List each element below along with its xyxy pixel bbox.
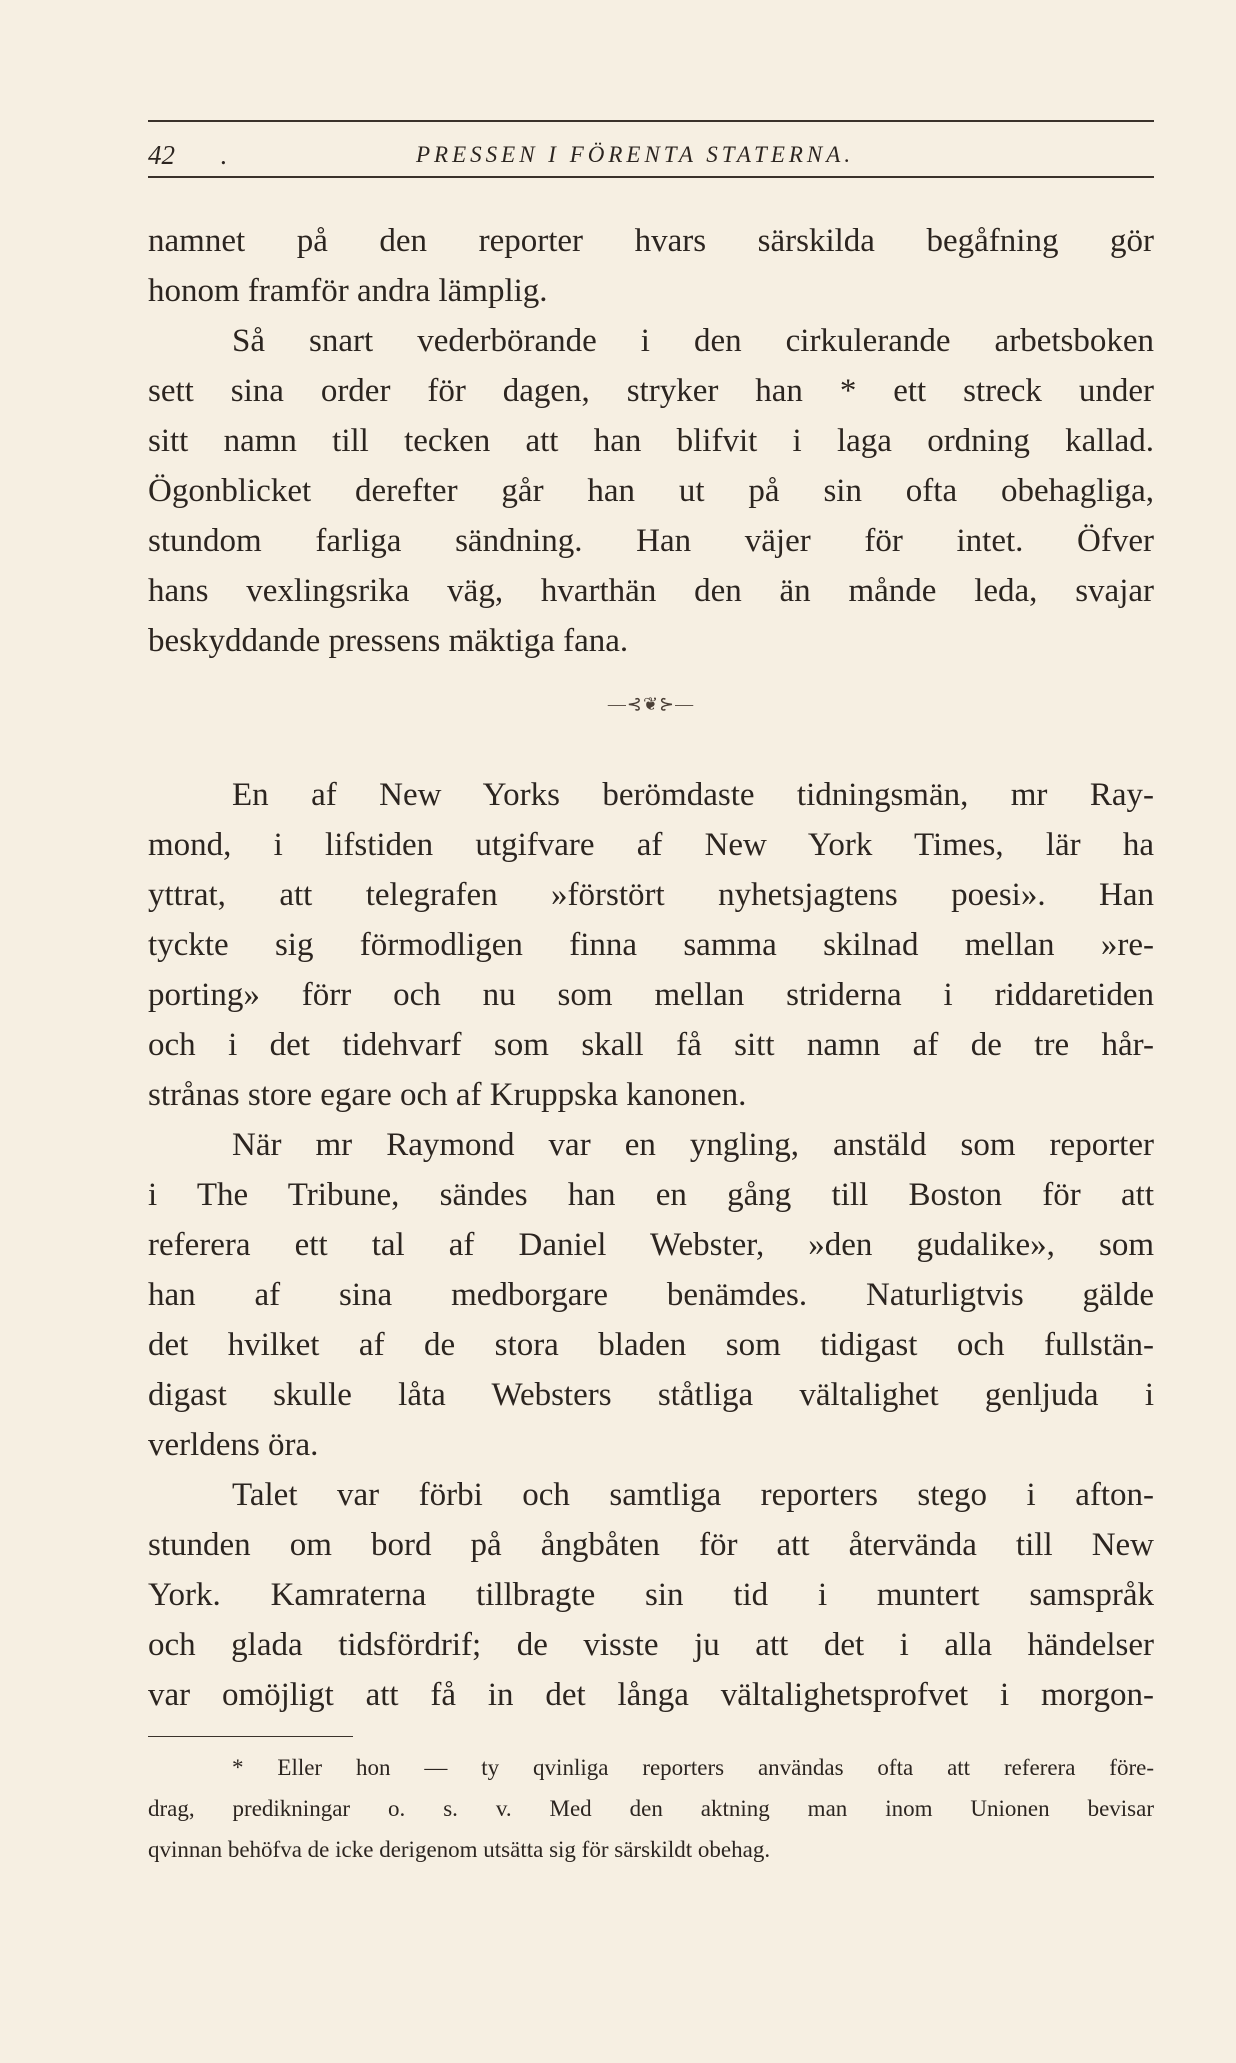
book-page (148, 120, 1154, 1870)
footnote-line: drag, predikningar o. s. v. Med den aktning man inom Unionen bevisar (148, 1796, 1154, 1821)
text-line: sett sina order för dagen, stryker han * ett streck under (148, 373, 1154, 409)
text-line: mond, i lifstiden utgifvare af New York Times, lär ha (148, 827, 1154, 863)
text-line: strånas store egare och af Kruppska kanonen. (148, 1077, 747, 1113)
text-line: verldens öra. (148, 1427, 319, 1463)
text-line: referera ett tal af Daniel Webster, »den gudalike», som (148, 1227, 1154, 1263)
text-line: yttrat, att telegrafen »förstört nyhetsjagtens poesi». Han (148, 877, 1154, 913)
text-line: Talet var förbi och samtliga reporters stego i afton- (232, 1477, 1154, 1513)
text-line: porting» förr och nu som mellan striderna i riddaretiden (148, 977, 1154, 1013)
text-line: Så snart vederbörande i den cirkulerande arbetsboken (232, 323, 1154, 359)
text-line: beskyddande pressens mäktiga fana. (148, 623, 629, 659)
text-line: stundom farliga sändning. Han väjer för intet. Öfver (148, 523, 1154, 559)
section-ornament: —⊰❦⊱— (607, 694, 695, 714)
footnote-line: * Eller hon — ty qvinliga reporters användas ofta att referera före- (232, 1755, 1154, 1780)
text-line: Ögonblicket derefter går han ut på sin ofta obehagliga, (148, 473, 1154, 509)
text-line: var omöjligt att få in det långa vältalighetsprofvet i morgon- (148, 1677, 1154, 1713)
running-header (148, 122, 1154, 176)
text-line: tyckte sig förmodligen finna samma skilnad mellan »re- (148, 927, 1154, 963)
footnote-line: qvinnan behöfva de icke derigenom utsätta sig för särskildt obehag. (148, 1837, 771, 1862)
footnote-rule (148, 1736, 353, 1737)
text-line: han af sina medborgare benämdes. Naturligtvis gälde (148, 1277, 1154, 1313)
text-line: En af New Yorks berömdaste tidningsmän, mr Ray- (232, 777, 1154, 813)
text-line: sitt namn till tecken att han blifvit i laga ordning kallad. (148, 423, 1154, 459)
text-line: hans vexlingsrika väg, hvarthän den än månde leda, svajar (148, 573, 1154, 609)
header-separator: . (220, 140, 227, 170)
text-line: det hvilket af de stora bladen som tidigast och fullstän- (148, 1327, 1154, 1363)
text-line: i The Tribune, sändes han en gång till Boston för att (148, 1177, 1154, 1213)
text-line: och i det tidehvarf som skall få sitt namn af de tre hår- (148, 1027, 1154, 1063)
text-line: honom framför andra lämplig. (148, 273, 548, 309)
text-line: digast skulle låta Websters ståtliga vältalighet genljuda i (148, 1377, 1154, 1413)
footnote (148, 1747, 1154, 1870)
text-line: och glada tidsfördrif; de visste ju att det i alla händelser (148, 1627, 1154, 1663)
text-line: När mr Raymond var en yngling, anstäld som reporter (232, 1127, 1154, 1163)
body-text (148, 216, 1154, 1720)
page-number: 42 (148, 140, 175, 170)
text-line: namnet på den reporter hvars särskilda begåfning gör (148, 223, 1154, 259)
header-rule-bottom (148, 176, 1154, 178)
running-title: PRESSEN I FÖRENTA STATERNA. (416, 142, 855, 167)
text-line: York. Kamraterna tillbragte sin tid i muntert samspråk (148, 1577, 1154, 1613)
text-line: stunden om bord på ångbåten för att återvända till New (148, 1527, 1154, 1563)
